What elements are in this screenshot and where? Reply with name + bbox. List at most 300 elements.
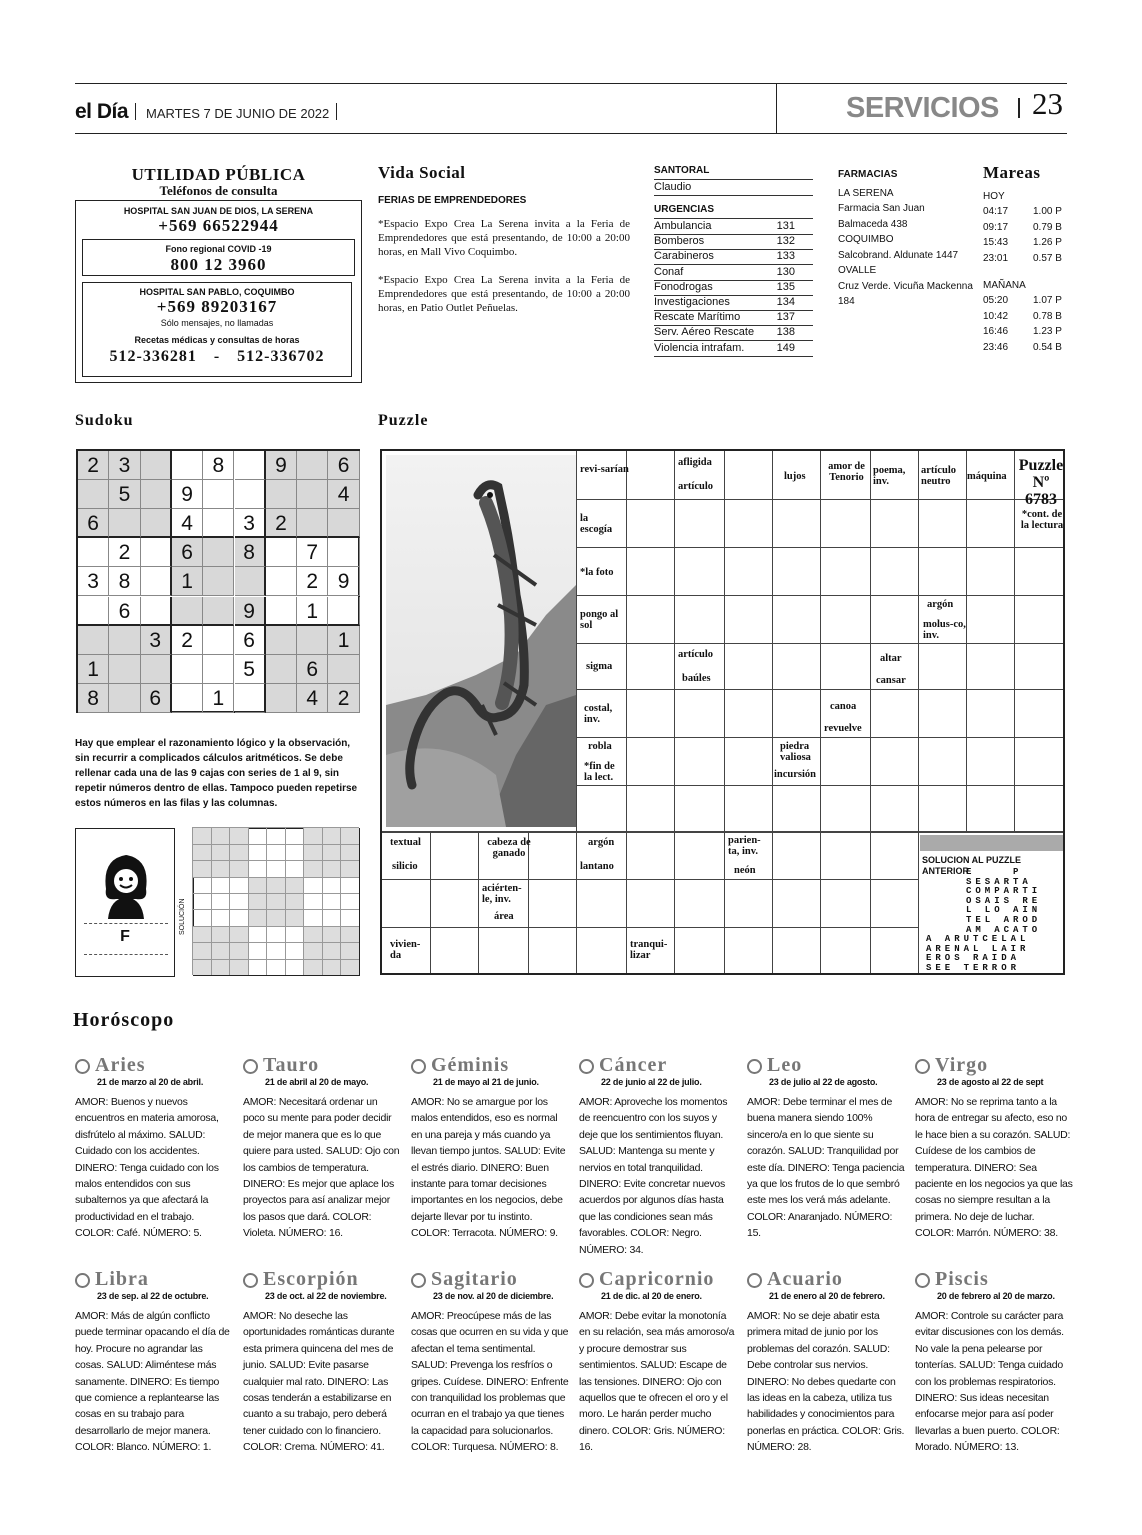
- solution-cell: [211, 877, 230, 893]
- tide-value: 0.57 B: [1033, 252, 1062, 264]
- solution-cell: [193, 860, 212, 876]
- sign-name: Virgo: [935, 1054, 989, 1076]
- sudoku-cell: [141, 597, 172, 626]
- solution-cell: [341, 860, 360, 876]
- grid-line: [724, 831, 725, 975]
- grid-line: [576, 643, 1063, 644]
- solution-cell: [304, 959, 323, 975]
- sudoku-cell: [203, 655, 234, 684]
- urgencia-row: [654, 235, 813, 250]
- sudoku-cell: [203, 567, 234, 596]
- sudoku-cell: 6: [172, 538, 203, 567]
- sign-text: AMOR: Preocúpese más de las cosas que ocurren en su vida y que afectan el tema sentimental. SALUD: Prevenga los resfríos o gripes. Cuídese. DINERO: Enfrente con tranquilidad los problemas que ocurran en el trabajo ya que tienes la capacidad para solucionarlos. COLOR: Turquesa. NÚMERO: 8.: [411, 1310, 569, 1454]
- solution-cell: [285, 877, 304, 893]
- urgencia-name: Conaf: [654, 265, 684, 278]
- horoscope-virgo: [915, 1054, 1073, 1258]
- grid-line: [382, 831, 1063, 833]
- sudoku-cell: 6: [141, 684, 172, 713]
- sudoku-cell: 2: [78, 451, 109, 480]
- sign-dates: 23 de agosto al 22 de sept: [937, 1077, 1044, 1087]
- clue-robla: robla: [588, 741, 612, 752]
- solution-cell: [304, 926, 323, 942]
- horoscope-géminis: [411, 1054, 569, 1258]
- clue-amor-tenorio: amor de Tenorio: [828, 461, 865, 483]
- solution-cell: [230, 844, 249, 860]
- tide-time: 04:17: [983, 206, 1009, 217]
- urgencia-row: [654, 342, 813, 357]
- solution-cell: [304, 893, 323, 909]
- grid-line: [772, 831, 773, 975]
- avatar-rule: [84, 923, 168, 924]
- solution-cell: [304, 942, 323, 958]
- sign-name: Piscis: [935, 1268, 989, 1290]
- solution-cell: [304, 909, 323, 925]
- sudoku-cell: [78, 480, 109, 509]
- santoral-name: Claudio: [654, 181, 813, 196]
- clue-tranquilizar: tranqui-lizar: [630, 939, 668, 961]
- sudoku-cell: 6: [297, 655, 328, 684]
- avatar-rule: [84, 954, 168, 955]
- hospital1-phone: +569 66522944: [158, 216, 279, 235]
- zodiac-leo-icon: [747, 1059, 762, 1074]
- sudoku-cell: [203, 480, 234, 509]
- solution-cell: [341, 827, 360, 843]
- clue-molusco: molus-co, inv.: [923, 619, 966, 641]
- solution-row: E P: [966, 867, 1023, 877]
- solution-row: TEL AROD: [966, 915, 1042, 925]
- clue-revuelve: revuelve: [824, 723, 862, 734]
- solution-cell: [230, 959, 249, 975]
- horoscope-cáncer: [579, 1054, 737, 1258]
- urgencia-row: [654, 326, 813, 341]
- grid-line: [724, 451, 725, 831]
- urgencia-number: 134: [776, 296, 795, 308]
- zodiac-acuario-icon: [747, 1273, 762, 1288]
- sign-name: Capricornio: [599, 1268, 715, 1290]
- sudoku-instructions: Hay que emplear el razonamiento lógico y la observación, sin recurrir a complicados cálculos aritméticos. Se debe rellenar cada una de las 9 cajas con series de 1 al 9, sin repetir números dentro de ellas. Tampoco pueden repetirse estos números en las filas y las columnas.: [75, 738, 358, 809]
- solution-cell: [248, 893, 267, 909]
- sudoku-cell: 6: [78, 509, 109, 538]
- zodiac-piscis-icon: [915, 1273, 930, 1288]
- grid-line: [772, 451, 773, 831]
- grid-line: [626, 451, 627, 831]
- clue-costal-inv: costal, inv.: [584, 703, 613, 725]
- tide-time: 16:46: [983, 326, 1009, 337]
- mareas-hoy-label: HOY: [983, 191, 1005, 202]
- grid-line: [918, 831, 919, 975]
- hospital2-note: Sólo mensajes, no llamadas: [160, 318, 274, 328]
- sudoku-grid: [76, 449, 360, 713]
- clue-articulo-2: artículo: [678, 649, 713, 660]
- sign-dates: 21 de marzo al 20 de abril.: [97, 1077, 204, 1087]
- sudoku-cell: [141, 567, 172, 596]
- sudoku-cell: [109, 626, 140, 655]
- grid-line: [576, 499, 1063, 500]
- urgencia-name: Rescate Marítimo: [654, 311, 741, 324]
- solution-cell: [193, 877, 212, 893]
- recetas-phones: [83, 348, 351, 366]
- solution-cell: [322, 926, 341, 942]
- clue-baules: baúles: [682, 673, 711, 684]
- clue-sigma: sigma: [586, 661, 613, 672]
- sign-text: AMOR: No deseche las oportunidades románticas durante esta primera quincena del mes de junio. SALUD: Evite pasarse cualquier mal rato. DINERO: Las cosas tenderán a estabilizarse en cuanto a su trabajo, pero deberá tener cuidado con lo financiero. COLOR: Crema. NÚMERO: 41.: [243, 1310, 395, 1454]
- clue-lantano: lantano: [580, 861, 614, 872]
- girl-avatar-icon: [96, 849, 156, 919]
- sudoku-cell: [297, 451, 328, 480]
- clue-pongo-al-sol: pongo al sol: [580, 609, 619, 631]
- solution-cell: [248, 942, 267, 958]
- sudoku-cell: [141, 538, 172, 567]
- sudoku-cell: [297, 480, 328, 509]
- solution-row: EROS RAIDA: [926, 953, 1021, 964]
- hospital1-label: HOSPITAL SAN JUAN DE DIOS, LA SERENA: [123, 206, 314, 216]
- clue-incursion: incursión: [774, 769, 817, 780]
- solution-cell: [267, 860, 286, 876]
- urgencia-number: 131: [776, 220, 795, 232]
- header-sep: [1018, 98, 1020, 118]
- sudoku-cell: [266, 684, 297, 713]
- clue-textual: textual: [390, 837, 421, 848]
- sudoku-cell: [172, 451, 203, 480]
- tide-time: 09:17: [983, 221, 1009, 233]
- clue-revisarian: revi-sarían: [580, 464, 629, 475]
- clue-argon-2: argón: [588, 837, 615, 848]
- tide-value: 1.26 P: [1033, 237, 1062, 248]
- sign-name: Tauro: [263, 1054, 320, 1076]
- zodiac-escorpión-icon: [243, 1273, 258, 1288]
- grid-line: [478, 831, 479, 975]
- solution-cell: [248, 844, 267, 860]
- horoscope-leo: [747, 1054, 905, 1258]
- sudoku-cell: 8: [78, 684, 109, 713]
- solution-cell: [211, 926, 230, 942]
- header-bottom-rule: [75, 133, 1067, 134]
- previous-solution: [920, 835, 1064, 975]
- utilidad-title: UTILIDAD PÚBLICA: [131, 165, 306, 184]
- urgencia-row: [654, 296, 813, 311]
- header-sep: [135, 103, 136, 120]
- solution-cell: [211, 909, 230, 925]
- zodiac-géminis-icon: [411, 1059, 426, 1074]
- solution-cell: [285, 893, 304, 909]
- hospital2-phone: +569 89203167: [156, 297, 278, 316]
- grid-line: [430, 831, 431, 975]
- vida-social-p2: *Espacio Expo Crea La Serena invita a la Feria de Emprendedores que está presentando, de 10:00 a 20:00 horas, en Patio Outlet Peñuelas.: [378, 274, 630, 314]
- solution-cell: [267, 909, 286, 925]
- santoral-title: SANTORAL: [654, 165, 813, 180]
- horoscope-acuario: [747, 1268, 905, 1472]
- solution-cell: [248, 860, 267, 876]
- grid-line: [382, 927, 918, 928]
- solution-cell: [248, 959, 267, 975]
- clue-la-escogia: la escogía: [580, 513, 613, 535]
- solution-cell: [248, 909, 267, 925]
- urgencia-name: Carabineros: [654, 250, 714, 263]
- tide-value: 0.54 B: [1033, 341, 1062, 353]
- farmacia-line: 184: [838, 296, 855, 307]
- solution-cell: [285, 942, 304, 958]
- tide-time: 15:43: [983, 237, 1009, 248]
- sudoku-cell: 3: [141, 626, 172, 655]
- sudoku-cell: [172, 655, 203, 684]
- urgencia-number: 135: [776, 280, 795, 293]
- solution-cell: [230, 860, 249, 876]
- sign-dates: 23 de julio al 22 de agosto.: [769, 1077, 878, 1087]
- grid-line: [870, 831, 871, 975]
- solution-cell: [322, 844, 341, 860]
- horoscope-aries: [75, 1054, 233, 1258]
- solution-cell: [285, 909, 304, 925]
- urgencia-row: [654, 250, 813, 265]
- solution-cell: [322, 942, 341, 958]
- sudoku-cell: [141, 509, 172, 538]
- solution-cell: [267, 877, 286, 893]
- solution-cell: [193, 909, 212, 925]
- solution-cell: [267, 844, 286, 860]
- sudoku-cell: [266, 655, 297, 684]
- sudoku-cell: [172, 597, 203, 626]
- solution-cell: [193, 926, 212, 942]
- solution-cell: [304, 877, 323, 893]
- sign-dates: 21 de dic. al 20 de enero.: [601, 1291, 702, 1301]
- solution-cell: [211, 959, 230, 975]
- header-date: MARTES 7 DE JUNIO DE 2022: [146, 106, 330, 121]
- solution-cell: [248, 926, 267, 942]
- sudoku-cell: 1: [328, 626, 359, 655]
- grid-line: [820, 451, 821, 831]
- farmacia-line: OVALLE: [838, 265, 877, 276]
- clue-cabeza-ganado: cabeza de ganado: [487, 837, 531, 859]
- tide-value: 0.78 B: [1033, 310, 1062, 322]
- header-divider: [776, 84, 777, 134]
- solution-cell: [341, 877, 360, 893]
- solution-cell: [341, 893, 360, 909]
- sign-dates: 23 de oct. al 22 de noviembre.: [265, 1291, 387, 1301]
- clue-altar: altar: [880, 653, 902, 664]
- urgencia-number: 149: [776, 341, 795, 354]
- sudoku-cell: 5: [235, 655, 266, 684]
- farmacia-line: LA SERENA: [838, 187, 894, 199]
- farmacia-line: Cruz Verde. Vicuña Mackenna: [838, 280, 973, 292]
- solution-cell: [341, 926, 360, 942]
- urgencia-row: [654, 220, 813, 235]
- sudoku-cell: 4: [297, 684, 328, 713]
- sudoku-cell: 5: [109, 480, 140, 509]
- horoscope-title: Horóscopo: [73, 1009, 175, 1031]
- sudoku-cell: [78, 626, 109, 655]
- sign-name: Cáncer: [599, 1054, 668, 1076]
- sudoku-cell: [266, 538, 297, 567]
- sudoku-cell: 2: [328, 684, 359, 713]
- solution-cell: [267, 893, 286, 909]
- sudoku-cell: [78, 597, 109, 626]
- solution-cell: [322, 893, 341, 909]
- solution-cell: [248, 877, 267, 893]
- urgencia-row: [654, 311, 813, 326]
- solution-cell: [322, 877, 341, 893]
- sudoku-title: Sudoku: [75, 412, 134, 429]
- sudoku-cell: 8: [109, 567, 140, 596]
- sudoku-cell: 8: [203, 451, 234, 480]
- urgencia-name: Bomberos: [654, 235, 705, 248]
- page-number: 23: [1032, 86, 1063, 121]
- sign-name: Leo: [767, 1054, 803, 1076]
- recetas-phone-1: 512-336281: [109, 348, 197, 365]
- mareas-manana-label: MAÑANA: [983, 280, 1026, 291]
- solution-cell: [248, 827, 267, 843]
- avatar-letter: F: [120, 928, 130, 945]
- sudoku-cell: [109, 509, 140, 538]
- grid-line: [918, 451, 919, 831]
- grid-line: [966, 451, 967, 831]
- urgencia-row: [654, 281, 813, 296]
- sudoku-cell: [203, 509, 234, 538]
- sudoku-cell: [235, 684, 266, 713]
- sudoku-cell: 8: [235, 538, 266, 567]
- urgencia-number: 137: [776, 311, 795, 324]
- tide-value: 0.79 B: [1033, 221, 1062, 233]
- sudoku-cell: [328, 597, 359, 626]
- sign-text: AMOR: Buenos y nuevos encuentros en materia amorosa, disfrútelo al máximo. SALUD: Cuidado con los accidentes. DINERO: Tenga cuidado con los malos entendidos con sus subalternos ya que afectará la productividad en el trabajo. COLOR: Café. NÚMERO: 5.: [75, 1096, 219, 1240]
- sudoku-cell: [78, 538, 109, 567]
- recetas-label: Recetas médicas y consultas de horas: [134, 335, 300, 345]
- tide-value: 1.23 P: [1033, 326, 1062, 337]
- sudoku-cell: [266, 567, 297, 596]
- urgencia-number: 132: [776, 235, 795, 248]
- tide-value: 1.00 P: [1033, 206, 1062, 217]
- grid-line: [1014, 451, 1015, 831]
- sign-name: Aries: [95, 1054, 146, 1076]
- recetas-phone-2: 512-336702: [237, 348, 325, 365]
- horoscope-sagitario: [411, 1268, 569, 1472]
- clue-maquina: máquina: [967, 471, 1007, 482]
- sudoku-cell: [328, 509, 359, 538]
- solution-row: ARENAL LAIR: [926, 943, 1030, 954]
- grid-line: [576, 547, 1063, 548]
- zodiac-aries-icon: [75, 1059, 90, 1074]
- urgencia-number: 133: [776, 250, 795, 263]
- sign-dates: 20 de febrero al 20 de marzo.: [937, 1291, 1055, 1301]
- solution-cell: [285, 959, 304, 975]
- header-top-rule: [75, 83, 1067, 84]
- zodiac-sagitario-icon: [411, 1273, 426, 1288]
- puzzle-badge: Puzzle Nº 6783: [1018, 457, 1064, 508]
- tide-time: 10:42: [983, 310, 1009, 322]
- grid-line: [674, 451, 675, 831]
- solution-cell: [267, 827, 286, 843]
- sudoku-cell: 3: [109, 451, 140, 480]
- sign-text: AMOR: Necesitará ordenar un poco su mente para poder decidir de mejor manera que es lo que quiere para usted. SALUD: Ojo con los cambios de temperatura. DINERO: Es mejor que aplace los proyectos para así analizar mejor los pasos que dará. COLOR: Violeta. NÚMERO: 16.: [243, 1096, 400, 1240]
- covid-box: [82, 239, 355, 276]
- covid-label: Fono regional COVID -19: [165, 244, 272, 254]
- sudoku-cell: [203, 597, 234, 626]
- sudoku-solution-grid: [193, 828, 360, 976]
- sign-dates: 23 de nov. al 20 de diciembre.: [433, 1291, 554, 1301]
- zodiac-libra-icon: [75, 1273, 90, 1288]
- horoscope-capricornio: [579, 1268, 737, 1472]
- solution-cell: [285, 860, 304, 876]
- zodiac-virgo-icon: [915, 1059, 930, 1074]
- solution-row: SEE TERROR: [926, 963, 1021, 973]
- sign-dates: 21 de abril al 20 de mayo.: [265, 1077, 369, 1087]
- clue-afligida: afligida: [678, 457, 712, 468]
- clue-argon-1: argón: [927, 599, 954, 610]
- sudoku-cell: 2: [266, 509, 297, 538]
- sudoku-cell: 2: [172, 626, 203, 655]
- recetas-sep: -: [213, 348, 221, 365]
- solution-cell: [211, 860, 230, 876]
- vida-social-heading: FERIAS DE EMPRENDEDORES: [378, 195, 527, 206]
- solution-cell: [211, 942, 230, 958]
- grid-line: [382, 879, 918, 880]
- sign-dates: 23 de sep. al 22 de octubre.: [97, 1291, 209, 1301]
- sudoku-cell: [235, 451, 266, 480]
- zodiac-tauro-icon: [243, 1059, 258, 1074]
- sudoku-cell: 9: [266, 451, 297, 480]
- sudoku-cell: 6: [328, 451, 359, 480]
- utilidad-subtitle: Teléfonos de consulta: [159, 183, 278, 198]
- urgencia-name: Violencia intrafam.: [654, 341, 745, 354]
- solution-cell: [267, 959, 286, 975]
- sign-text: AMOR: Debe terminar el mes de buena manera siendo 100% sincero/a en lo que siente su corazón. SALUD: Tranquilidad por este día. DINERO: Tenga paciencia ya que los frutos de lo que sembró este mes los verá más adelante. COLOR: Anaranjado. NÚMERO: 15.: [747, 1096, 905, 1240]
- tide-time: 23:01: [983, 252, 1009, 264]
- sudoku-cell: 9: [235, 597, 266, 626]
- clue-cont-lectura: *cont. de la lectura: [1020, 509, 1064, 531]
- sign-text: AMOR: Más de algún conflicto puede terminar opacando el día de hoy. Procure no agrandar las cosas. SALUD: Aliméntese más sanamente. DINERO: Es tiempo que comience a replantearse las cosas en su trabajo para desarrollarlo de mejor manera. COLOR: Blanco. NÚMERO: 1.: [75, 1310, 230, 1454]
- section-title: SERVICIOS: [846, 92, 999, 124]
- urgencia-number: 130: [776, 265, 795, 278]
- clue-area: área: [494, 911, 514, 922]
- sudoku-cell: 2: [109, 538, 140, 567]
- solution-cell: [193, 844, 212, 860]
- solution-row: OSAIS RE: [966, 895, 1042, 906]
- clue-lujos: lujos: [784, 471, 806, 482]
- solution-cell: [193, 827, 212, 843]
- sudoku-cell: 9: [172, 480, 203, 509]
- sudoku-cell: [109, 684, 140, 713]
- urgencia-name: Serv. Aéreo Rescate: [654, 326, 755, 339]
- avatar-box: [75, 828, 175, 977]
- solution-cell: [230, 893, 249, 909]
- solution-cell: [193, 893, 212, 909]
- solution-row: A ARUTCELAL: [926, 934, 1030, 945]
- clue-poema-inv: poema, inv.: [873, 465, 906, 487]
- solution-cell: [322, 860, 341, 876]
- farmacias-block: [838, 167, 973, 310]
- sudoku-cell: [266, 480, 297, 509]
- solution-cell: [193, 942, 212, 958]
- grid-line: [626, 831, 627, 975]
- horoscope-piscis: [915, 1268, 1073, 1472]
- sudoku-cell: [235, 567, 266, 596]
- sign-text: AMOR: No se reprima tanto a la hora de entregar su afecto, eso no le hace bien a su corazón. SALUD: Cuídese de los cambios de temperatura. DINERO: Sea paciente en los negocios ya que las cosas no siempre resultan a la primera. No deje de luchar. COLOR: Marrón. NÚMERO: 38.: [915, 1096, 1073, 1240]
- farmacia-line: COQUIMBO: [838, 234, 894, 245]
- sudoku-cell: [203, 626, 234, 655]
- solution-row: COMPARTI: [966, 886, 1042, 897]
- solution-cell: [322, 909, 341, 925]
- solution-cell: [304, 844, 323, 860]
- grid-line: [576, 785, 1063, 786]
- lizard-photo: [386, 455, 576, 827]
- sign-text: AMOR: Debe evitar la monotonía en su relación, sea más amoroso/a y procure demostrar sus sentimientos. SALUD: Escape de las tensiones. DINERO: Ojo con aquellos que te ofrecen el oro y el moro. Le harán perder mucho dinero. COLOR: Gris. NÚMERO: 16.: [579, 1310, 735, 1454]
- sudoku-cell: 6: [235, 626, 266, 655]
- utilidad-box: [75, 200, 362, 383]
- sign-text: AMOR: Controle su carácter para evitar discusiones con los demás. No vale la pena pelearse por tonterías. SALUD: Tenga cuidado con los problemas respiratorios. DINERO: Sus ideas necesitan enfocarse mejor para así poder llevarlas a buen puerto. COLOR: Morado. NÚMERO: 13.: [915, 1310, 1064, 1454]
- crossword-puzzle: [380, 449, 1065, 975]
- grid-line: [870, 451, 871, 831]
- clue-acierten: aciérten-le, inv.: [482, 883, 522, 905]
- zodiac-capricornio-icon: [579, 1273, 594, 1288]
